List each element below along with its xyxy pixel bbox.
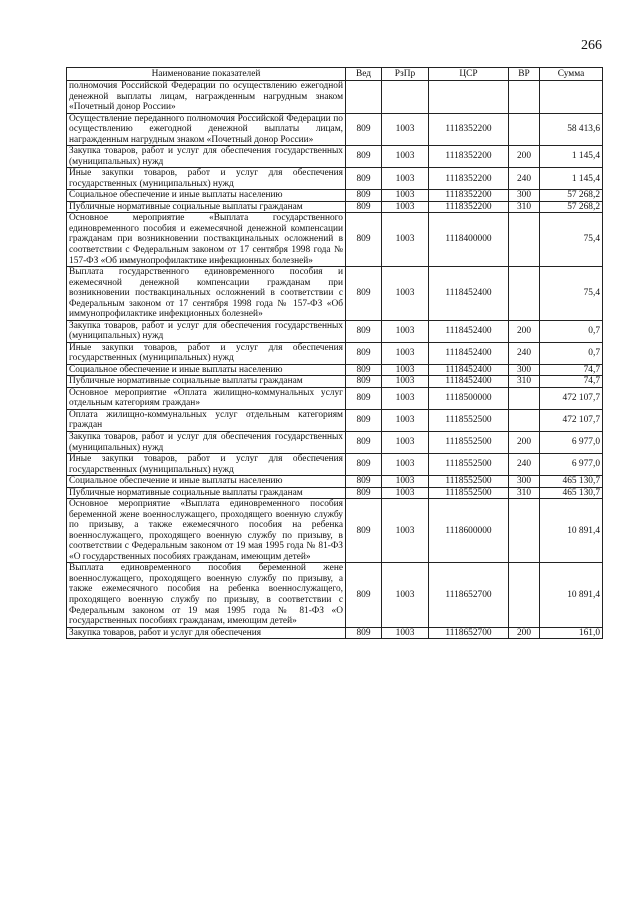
row-rzpr: 1003 <box>382 168 429 190</box>
row-rzpr <box>382 81 429 114</box>
row-sum: 0,7 <box>540 342 603 364</box>
row-sum: 6 977,0 <box>540 432 603 454</box>
row-csr <box>429 81 509 114</box>
row-sum: 161,0 <box>540 627 603 639</box>
row-name: Выплата единовременного пособия беременной жене военнослужащего, проходящего военную службу по призыву, а также ежемесячного пособия на ребенка военнослужащего, проходящего военную службу по призыву, в соответствии с Федеральным законом от 19 мая 1995 года № 81-ФЗ «О государственных пособиях гражданам, имеющим детей» <box>67 563 346 627</box>
row-csr: 1118452400 <box>429 342 509 364</box>
table-header-row <box>67 68 603 81</box>
row-ved: 809 <box>346 267 382 321</box>
budget-table <box>66 67 603 639</box>
row-sum: 0,7 <box>540 320 603 342</box>
row-sum: 465 130,7 <box>540 476 603 488</box>
table-row <box>67 627 603 639</box>
table-row <box>67 146 603 168</box>
row-csr: 1118500000 <box>429 387 509 409</box>
row-name: Основное мероприятие «Выплата единовременного пособия беременной жене военнослужащего, проходящего военную службу по призыву, а также ежемесячного пособия на ребенка военнослужащего, проходящего военную службу по призыву, в соответствии с Федеральным законом от 19 мая 1995 года № 81-ФЗ «О государственных пособиях гражданам, имеющим детей» <box>67 499 346 563</box>
row-rzpr: 1003 <box>382 364 429 376</box>
header-name: Наименование показателей <box>67 68 346 81</box>
row-vr: 310 <box>509 201 540 213</box>
row-name: Иные закупки товаров, работ и услуг для обеспечения государственных (муниципальных) нужд <box>67 342 346 364</box>
row-ved: 809 <box>346 432 382 454</box>
row-ved <box>346 81 382 114</box>
table-row <box>67 320 603 342</box>
row-csr: 1118352200 <box>429 190 509 202</box>
row-ved: 809 <box>346 146 382 168</box>
row-csr: 1118552500 <box>429 476 509 488</box>
row-vr: 310 <box>509 376 540 388</box>
row-name: Социальное обеспечение и иные выплаты населению <box>67 190 346 202</box>
row-rzpr: 1003 <box>382 409 429 431</box>
row-rzpr: 1003 <box>382 213 429 267</box>
table-row <box>67 454 603 476</box>
row-rzpr: 1003 <box>382 267 429 321</box>
row-vr <box>509 387 540 409</box>
row-sum: 57 268,2 <box>540 190 603 202</box>
row-csr: 1118652700 <box>429 627 509 639</box>
row-rzpr: 1003 <box>382 146 429 168</box>
row-vr: 240 <box>509 342 540 364</box>
table-row <box>67 476 603 488</box>
table-body <box>67 81 603 639</box>
row-vr <box>509 267 540 321</box>
table-row <box>67 432 603 454</box>
row-vr <box>509 563 540 627</box>
row-csr: 1118452400 <box>429 320 509 342</box>
header-csr: ЦСР <box>429 68 509 81</box>
row-rzpr: 1003 <box>382 563 429 627</box>
row-rzpr: 1003 <box>382 201 429 213</box>
row-vr: 240 <box>509 168 540 190</box>
row-sum: 57 268,2 <box>540 201 603 213</box>
table-row <box>67 499 603 563</box>
table-row <box>67 190 603 202</box>
table-row <box>67 387 603 409</box>
row-sum: 472 107,7 <box>540 409 603 431</box>
row-ved: 809 <box>346 364 382 376</box>
row-name: Иные закупки товаров, работ и услуг для обеспечения государственных (муниципальных) нужд <box>67 168 346 190</box>
row-rzpr: 1003 <box>382 487 429 499</box>
row-rzpr: 1003 <box>382 476 429 488</box>
row-vr <box>509 499 540 563</box>
row-ved: 809 <box>346 342 382 364</box>
row-rzpr: 1003 <box>382 387 429 409</box>
table-row <box>67 563 603 627</box>
header-vr: ВР <box>509 68 540 81</box>
row-sum: 58 413,6 <box>540 113 603 146</box>
row-vr: 200 <box>509 146 540 168</box>
row-name: Социальное обеспечение и иные выплаты населению <box>67 364 346 376</box>
row-name: Закупка товаров, работ и услуг для обеспечения <box>67 627 346 639</box>
row-name: Социальное обеспечение и иные выплаты населению <box>67 476 346 488</box>
row-rzpr: 1003 <box>382 190 429 202</box>
row-rzpr: 1003 <box>382 342 429 364</box>
row-name: Оплата жилищно-коммунальных услуг отдельным категориям граждан <box>67 409 346 431</box>
row-sum: 1 145,4 <box>540 168 603 190</box>
row-csr: 1118452400 <box>429 267 509 321</box>
row-vr <box>509 213 540 267</box>
row-name: Закупка товаров, работ и услуг для обеспечения государственных (муниципальных) нужд <box>67 432 346 454</box>
table-row <box>67 113 603 146</box>
row-sum: 75,4 <box>540 267 603 321</box>
row-name: Публичные нормативные социальные выплаты гражданам <box>67 376 346 388</box>
row-ved: 809 <box>346 113 382 146</box>
table-row <box>67 213 603 267</box>
row-sum: 74,7 <box>540 376 603 388</box>
row-rzpr: 1003 <box>382 454 429 476</box>
row-name: Иные закупки товаров, работ и услуг для обеспечения государственных (муниципальных) нужд <box>67 454 346 476</box>
row-vr: 300 <box>509 364 540 376</box>
row-vr: 240 <box>509 454 540 476</box>
row-ved: 809 <box>346 499 382 563</box>
row-vr: 200 <box>509 627 540 639</box>
row-name: Закупка товаров, работ и услуг для обеспечения государственных (муниципальных) нужд <box>67 320 346 342</box>
table-row <box>67 409 603 431</box>
row-csr: 1118352200 <box>429 146 509 168</box>
row-name: Основное мероприятие «Оплата жилищно-коммунальных услуг отдельным категориям граждан» <box>67 387 346 409</box>
row-vr <box>509 81 540 114</box>
row-ved: 809 <box>346 487 382 499</box>
row-rzpr: 1003 <box>382 432 429 454</box>
row-ved: 809 <box>346 201 382 213</box>
row-ved: 809 <box>346 476 382 488</box>
row-ved: 809 <box>346 320 382 342</box>
row-ved: 809 <box>346 627 382 639</box>
row-csr: 1118452400 <box>429 376 509 388</box>
row-vr: 300 <box>509 476 540 488</box>
row-rzpr: 1003 <box>382 376 429 388</box>
row-csr: 1118552500 <box>429 487 509 499</box>
row-name: Публичные нормативные социальные выплаты гражданам <box>67 201 346 213</box>
table-row <box>67 364 603 376</box>
table-row <box>67 168 603 190</box>
row-vr: 300 <box>509 190 540 202</box>
row-sum: 1 145,4 <box>540 146 603 168</box>
row-rzpr: 1003 <box>382 499 429 563</box>
header-sum: Сумма <box>540 68 603 81</box>
row-vr <box>509 409 540 431</box>
table-row <box>67 201 603 213</box>
row-vr: 200 <box>509 432 540 454</box>
row-sum: 10 891,4 <box>540 499 603 563</box>
row-sum <box>540 81 603 114</box>
row-rzpr: 1003 <box>382 320 429 342</box>
row-ved: 809 <box>346 409 382 431</box>
row-csr: 1118600000 <box>429 499 509 563</box>
row-csr: 1118400000 <box>429 213 509 267</box>
page-number: 266 <box>581 38 602 53</box>
row-rzpr: 1003 <box>382 113 429 146</box>
row-csr: 1118652700 <box>429 563 509 627</box>
row-vr: 310 <box>509 487 540 499</box>
row-sum: 74,7 <box>540 364 603 376</box>
row-ved: 809 <box>346 376 382 388</box>
row-name: Публичные нормативные социальные выплаты гражданам <box>67 487 346 499</box>
row-sum: 75,4 <box>540 213 603 267</box>
row-csr: 1118552500 <box>429 432 509 454</box>
row-rzpr: 1003 <box>382 627 429 639</box>
row-csr: 1118352200 <box>429 113 509 146</box>
table-row <box>67 487 603 499</box>
row-vr: 200 <box>509 320 540 342</box>
row-csr: 1118352200 <box>429 201 509 213</box>
row-ved: 809 <box>346 168 382 190</box>
row-ved: 809 <box>346 190 382 202</box>
table-row <box>67 267 603 321</box>
header-ved: Вед <box>346 68 382 81</box>
row-sum: 6 977,0 <box>540 454 603 476</box>
row-name: Выплата государственного единовременного пособия и ежемесячной денежной компенсации гражданам при возникновении поствакцинальных осложнений в соответствии с Федеральным законом от 17 сентября 1998 года № 157-ФЗ «Об иммунопрофилактике инфекционных болезней» <box>67 267 346 321</box>
row-ved: 809 <box>346 387 382 409</box>
row-ved: 809 <box>346 454 382 476</box>
row-ved: 809 <box>346 213 382 267</box>
row-csr: 1118552500 <box>429 409 509 431</box>
row-sum: 10 891,4 <box>540 563 603 627</box>
header-rzpr: РзПр <box>382 68 429 81</box>
row-name: Основное мероприятие «Выплата государственного единовременного пособия и ежемесячной денежной компенсации гражданам при возникновении поствакцинальных осложнений в соответствии с Федеральным законом от 17 сентября 1998 года № 157-ФЗ «Об иммунопрофилактике инфекционных болезней» <box>67 213 346 267</box>
row-csr: 1118452400 <box>429 364 509 376</box>
table-row <box>67 81 603 114</box>
row-name: Закупка товаров, работ и услуг для обеспечения государственных (муниципальных) нужд <box>67 146 346 168</box>
row-sum: 465 130,7 <box>540 487 603 499</box>
row-csr: 1118552500 <box>429 454 509 476</box>
table-row <box>67 342 603 364</box>
row-csr: 1118352200 <box>429 168 509 190</box>
table-row <box>67 376 603 388</box>
row-name: Осуществление переданного полномочия Российской Федерации по осуществлению ежегодной денежной выплаты лицам, награжденным нагрудным знаком «Почетный донор России» <box>67 113 346 146</box>
row-name: полномочия Российской Федерации по осуществлению ежегодной денежной выплаты лицам, награжденным нагрудным знаком «Почетный донор России» <box>67 81 346 114</box>
row-ved: 809 <box>346 563 382 627</box>
row-vr <box>509 113 540 146</box>
row-sum: 472 107,7 <box>540 387 603 409</box>
